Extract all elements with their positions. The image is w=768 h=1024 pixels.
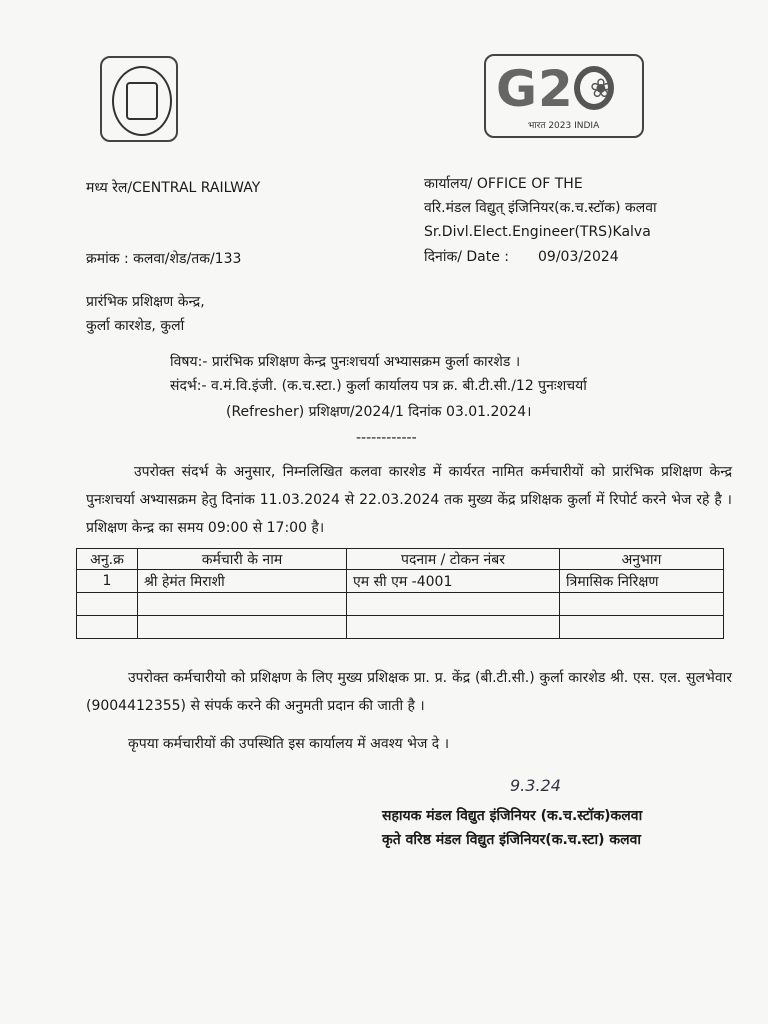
table-row bbox=[77, 616, 724, 639]
table-cell bbox=[77, 616, 138, 639]
staff-table bbox=[76, 548, 724, 639]
subject-line: विषय:- प्रारंभिक प्रशिक्षण केन्द्र पुनःशचर्या अभ्यासक्रम कुर्ला कारशेड । bbox=[170, 354, 521, 370]
body-paragraph-2: उपरोक्त कर्मचारीयो को प्रशिक्षण के लिए मुख्य प्रशिक्षक प्रा. प्र. केंद्र (बी.टी.सी.) कुर्ला कारशेड श्री. एस. एल. सुलभेवार (9004412355) से संपर्क करने की अनुमती प्रदान की जाती है । bbox=[86, 670, 732, 714]
addressee-line2: कुर्ला कारशेड, कुर्ला bbox=[86, 318, 185, 334]
table-cell: एम सी एम -4001 bbox=[347, 570, 560, 593]
table-cell bbox=[138, 593, 347, 616]
table-header-cell: पदनाम / टोकन नंबर bbox=[347, 549, 560, 570]
table-header-row bbox=[77, 549, 724, 570]
reference-line1: संदर्भ:- व.मं.वि.इंजी. (क.च.स्टा.) कुर्ला कार्यालय पत्र क्र. बी.टी.सी./12 पुनःशचर्या bbox=[170, 378, 587, 394]
addressee-line1: प्रारंभिक प्रशिक्षण केन्द्र, bbox=[86, 294, 205, 310]
table-cell bbox=[347, 616, 560, 639]
table-row bbox=[77, 593, 724, 616]
table-row bbox=[77, 570, 724, 593]
table-cell bbox=[138, 616, 347, 639]
table-header-cell: अनु.क्र bbox=[77, 549, 138, 570]
g20-logo-glyph: G2 bbox=[496, 60, 614, 118]
table-cell bbox=[77, 593, 138, 616]
reference-number: क्रमांक : कलवा/शेड/तक/133 bbox=[86, 251, 242, 267]
office-heading-line2: वरि.मंडल विद्युत् इंजिनियर(क.च.स्टॉक) कलवा bbox=[424, 200, 657, 216]
body-paragraph-3: कृपया कर्मचारीयों की उपस्थिति इस कार्यालय में अवश्य भेज दे । bbox=[128, 736, 450, 752]
signatory-designation-line2: कृते वरिष्ठ मंडल विद्युत इंजिनियर(क.च.स्टा) कलवा bbox=[382, 832, 642, 848]
table-cell bbox=[347, 593, 560, 616]
table-cell: 1 bbox=[77, 570, 138, 593]
railway-seal-logo bbox=[100, 56, 178, 142]
table-cell bbox=[560, 616, 724, 639]
table-cell: श्री हेमंत मिराशी bbox=[138, 570, 347, 593]
table-cell: त्रिमासिक निरिक्षण bbox=[560, 570, 724, 593]
body-paragraph-1: उपरोक्त संदर्भ के अनुसार, निम्नलिखित कलवा कारशेड में कार्यरत नामित कर्मचारीयों को प्रारंभिक प्रशिक्षण केन्द्र पुनःशचर्या अभ्यासक्रम हेतु दिनांक 11.03.2024 से 22.03.2024 तक मुख्य केंद्र प्रशिक्षक कुर्ला में रिपोर्ट करने भेज रहे है । प्रशिक्षण केन्द्र का समय 09:00 से 17:00 है। bbox=[86, 464, 732, 536]
separator-line: ------------ bbox=[356, 430, 417, 446]
reference-line2: (Refresher) प्रशिक्षण/2024/1 दिनांक 03.01.2024। bbox=[226, 404, 532, 420]
office-heading-line3: Sr.Divl.Elect.Engineer(TRS)Kalva bbox=[424, 224, 651, 240]
left-org-heading: मध्य रेल/CENTRAL RAILWAY bbox=[86, 180, 261, 196]
table-header-cell: कर्मचारी के नाम bbox=[138, 549, 347, 570]
signatory-designation-line1: सहायक मंडल विद्युत इंजिनियर (क.च.स्टॉक)कलवा bbox=[382, 808, 643, 824]
lotus-icon: ❀ bbox=[590, 74, 612, 104]
handwritten-signature: 9.3.24 bbox=[510, 776, 561, 795]
date-label: दिनांक/ Date : bbox=[424, 249, 510, 265]
seal-emblem-icon bbox=[126, 82, 158, 120]
table-header-cell: अनुभाग bbox=[560, 549, 724, 570]
g20-logo bbox=[484, 54, 644, 138]
date-value: 09/03/2024 bbox=[538, 249, 619, 265]
table-cell bbox=[560, 593, 724, 616]
g20-caption: भारत 2023 INDIA bbox=[528, 121, 600, 131]
office-heading-line1: कार्यालय/ OFFICE OF THE bbox=[424, 176, 583, 192]
